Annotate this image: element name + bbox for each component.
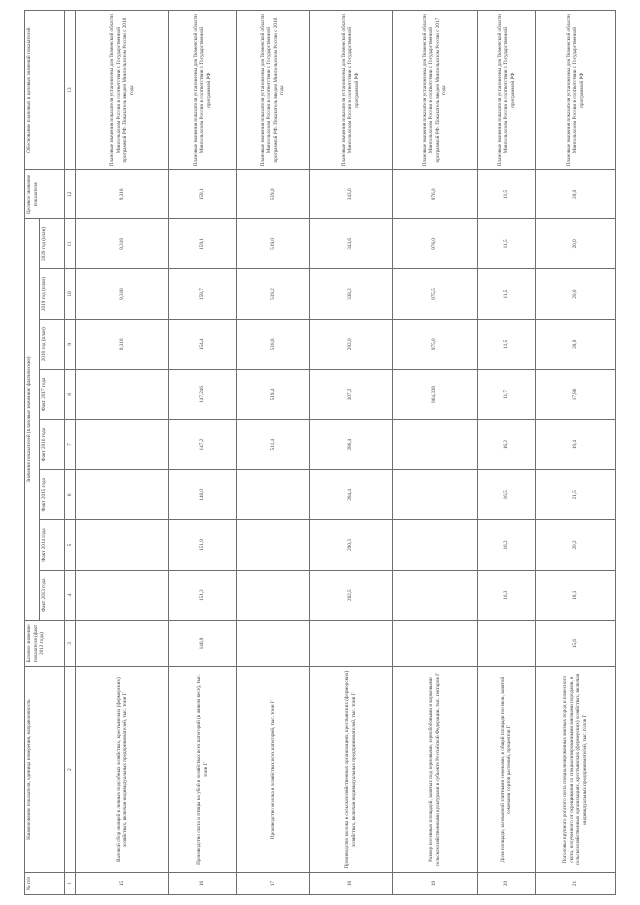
plan-2018-value: 11,5 (477, 319, 535, 369)
header-target: Целевое значение показателя (25, 170, 65, 219)
target-value: 159,1 (169, 170, 237, 219)
table-row (76, 11, 169, 895)
target-value: 519,0 (236, 170, 309, 219)
header-plan-2018: 2018 год (план) (40, 319, 65, 369)
target-value: 9,318 (76, 170, 169, 219)
table-header (25, 11, 65, 895)
fact-2014-value (76, 520, 169, 570)
plan-2020-value: 519,0 (236, 219, 309, 269)
plan-2018-value: 154,4 (169, 319, 237, 369)
fact-2014-value (236, 520, 309, 570)
table-body (65, 11, 616, 895)
index-cell: 6 (65, 470, 76, 520)
plan-2019-value: 20,0 (535, 269, 615, 319)
fact-2015-value (392, 470, 477, 520)
fact-2016-value (392, 420, 477, 470)
header-fact-2017: Факт 2017 года (40, 369, 65, 419)
indicator-name: Производство молока в сельскохозяйственных организациях, крестьянских (фермерских) хозяйствах, включая индивидуальных предпринимателей, тыс. тонн Г (309, 667, 392, 873)
plan-2020-value: 159,1 (169, 219, 237, 269)
table-row (309, 11, 392, 895)
table-row (236, 11, 309, 895)
header-num: № п/п (25, 872, 65, 894)
table-row (535, 11, 615, 895)
plan-2018-value: 20,0 (535, 319, 615, 369)
fact-2017-value: 11,7 (477, 369, 535, 419)
header-plan-2020: 2020 год (план) (40, 219, 65, 269)
target-value: 976,0 (392, 170, 477, 219)
fact-2013-value (76, 570, 169, 620)
fact-2016-value: 286,4 (309, 420, 392, 470)
index-cell: 7 (65, 420, 76, 470)
table-row (477, 11, 535, 895)
index-cell: 8 (65, 369, 76, 419)
row-num: 15 (76, 872, 169, 894)
header-plan-2019: 2019 год (план) (40, 269, 65, 319)
header-values-group: Значения показателей (плановые значения/ фактические) (25, 219, 40, 621)
fact-2013-value (392, 570, 477, 620)
fact-2017-value: 964,338 (392, 369, 477, 419)
justification-text: Плановые значения показателя установлены для Тюменской области Минсельхозом России в соответствии с Государственной программой РФ (477, 11, 535, 170)
row-num: 21 (535, 872, 615, 894)
fact-2016-value (76, 420, 169, 470)
plan-2020-value: 9,318 (76, 219, 169, 269)
header-fact-2013: Факт 2013 года (40, 570, 65, 620)
fact-2016-value: 16,2 (477, 420, 535, 470)
fact-2013-value: 18,1 (535, 570, 615, 620)
fact-2017-value: 307,2 (309, 369, 392, 419)
base-value: 15,6 (535, 620, 615, 667)
fact-2013-value: 151,3 (169, 570, 237, 620)
indicators-table (24, 10, 616, 895)
fact-2013-value: 16,3 (477, 570, 535, 620)
header-base: Базовое значение показателя (факт 2012 года) (25, 620, 65, 667)
justification-text: Плановые значения показателя установлены для Тюменской области Минсельхозом России в соответствии с Государственной программой РФ (535, 11, 615, 170)
fact-2017-value: 519,4 (236, 369, 309, 419)
fact-2016-value: 19,4 (535, 420, 615, 470)
index-cell: 3 (65, 620, 76, 667)
fact-2016-value: 147,2 (169, 420, 237, 470)
plan-2019-value: 158,7 (169, 269, 237, 319)
fact-2015-value (236, 470, 309, 520)
plan-2019-value: 9,318 (76, 269, 169, 319)
fact-2017-value (76, 369, 169, 419)
row-num: 17 (236, 872, 309, 894)
plan-2019-value: 338,2 (309, 269, 392, 319)
index-cell: 1 (65, 872, 76, 894)
table-row (169, 11, 237, 895)
fact-2014-value: 151,9 (169, 520, 237, 570)
indicator-name: Производство скота и птицы на убой в хозяйствах всех категорий (в живом весе), тыс. тонн Г (169, 667, 237, 873)
index-cell: 5 (65, 520, 76, 570)
plan-2018-value: 975,0 (392, 319, 477, 369)
justification-text: Плановые значения показателя установлены для Тюменской области Минсельхозом России в соответствии с Государственной программой РФ. Показатель введен Минсельхозом России с 2017 года (392, 11, 477, 170)
plan-2018-value: 292,0 (309, 319, 392, 369)
base-value (392, 620, 477, 667)
indicator-name: Доля площади, засеваемой элитными семенами, в общей площади посевов, занятой семенами сортов растений, процентов Г (477, 667, 535, 873)
fact-2013-value: 282,5 (309, 570, 392, 620)
plan-2020-value: 976,0 (392, 219, 477, 269)
fact-2015-value (76, 470, 169, 520)
indicator-name: Размер посевных площадей, занятых под зерновыми, зернобобовыми и кормовыми сельскохозяйственными культурами в субъекте Российской Федерации, тыс. гектаров Г (392, 667, 477, 873)
plan-2019-value: 975,5 (392, 269, 477, 319)
indicator-name: Поголовье крупного рогатого скота специализированных мясных пород и помесного скота, полученного от скрещивания со специализированными мясными породами, в сельскохозяйственных организациях, крестьянских (фермерских) хозяйствах, включая индивидуальных предпринимателей, тыс. голов Г (535, 667, 615, 873)
index-cell: 12 (65, 170, 76, 219)
header-fact-2015: Факт 2015 года (40, 470, 65, 520)
index-cell: 13 (65, 11, 76, 170)
plan-2019-value: 11,5 (477, 269, 535, 319)
header-justification: Обоснование плановых и целевых значений показателей (25, 11, 65, 170)
index-cell: 10 (65, 269, 76, 319)
base-value (309, 620, 392, 667)
fact-2015-value: 148,0 (169, 470, 237, 520)
row-num: 16 (169, 872, 237, 894)
plan-2018-value: 9,318 (76, 319, 169, 369)
plan-2020-value: 11,5 (477, 219, 535, 269)
base-value (76, 620, 169, 667)
plan-2018-value: 518,8 (236, 319, 309, 369)
fact-2015-value: 16,5 (477, 470, 535, 520)
fact-2017-value: 147,246 (169, 369, 237, 419)
justification-text: Плановые значения показателя установлены для Тюменской области Минсельхозом России в соответствии с Государственной программой РФ. Показатель введен Минсельхозом России с 2016 года (236, 11, 309, 170)
plan-2019-value: 519,2 (236, 269, 309, 319)
fact-2017-value: 17,86 (535, 369, 615, 419)
base-value: 146,9 (169, 620, 237, 667)
base-value (477, 620, 535, 667)
fact-2014-value (392, 520, 477, 570)
justification-text: Плановые значения показателя установлены для Тюменской области Минсельхозом России в соответствии с Государственной программой РФ (309, 11, 392, 170)
target-value: 20,0 (535, 170, 615, 219)
index-cell: 11 (65, 219, 76, 269)
fact-2015-value: 21,5 (535, 470, 615, 520)
plan-2020-value: 343,6 (309, 219, 392, 269)
fact-2014-value: 16,2 (477, 520, 535, 570)
index-cell: 2 (65, 667, 76, 873)
plan-2020-value: 20,0 (535, 219, 615, 269)
column-index-row (65, 11, 76, 895)
target-value: 11,5 (477, 170, 535, 219)
table-row (392, 11, 477, 895)
indicator-name: Производство молока в хозяйствах всех категорий, тыс. тонн Г (236, 667, 309, 873)
base-value (236, 620, 309, 667)
header-fact-2016: Факт 2016 года (40, 420, 65, 470)
fact-2013-value (236, 570, 309, 620)
index-cell: 4 (65, 570, 76, 620)
index-cell: 9 (65, 319, 76, 369)
fact-2014-value: 20,2 (535, 520, 615, 570)
target-value: 343,6 (309, 170, 392, 219)
row-num: 19 (392, 872, 477, 894)
row-num: 18 (309, 872, 392, 894)
header-fact-2014: Факт 2014 года (40, 520, 65, 570)
header-name: Наименование показателя, единица измерения, направленность (25, 667, 65, 873)
indicator-name: Валовой сбор овощей в личных подсобных хозяйствах, крестьянских (фермерских) хозяйствах, включая индивидуальных предпринимателей, тыс. тонн Г (76, 667, 169, 873)
justification-text: Плановые значения показателя установлены для Тюменской области Минсельхозом России в соответствии с Государственной программой РФ. Показатель введен Минсельхозом России с 2018 года (76, 11, 169, 170)
justification-text: Плановые значения показателя установлены для Тюменской области Минсельхозом России в соответствии с Государственной программой РФ (169, 11, 237, 170)
fact-2014-value: 290,3 (309, 520, 392, 570)
fact-2016-value: 511,4 (236, 420, 309, 470)
row-num: 20 (477, 872, 535, 894)
fact-2015-value: 284,4 (309, 470, 392, 520)
